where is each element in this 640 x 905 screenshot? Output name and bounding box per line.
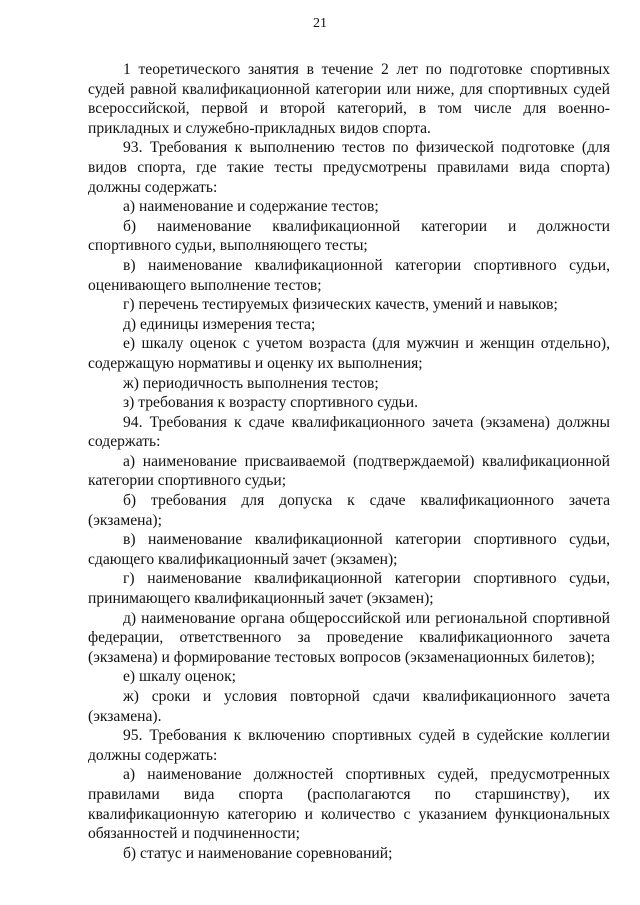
paragraph: д) единицы измерения теста; (123, 315, 316, 333)
paragraph: б) требования для допуска к сдаче квалификационного зачета (экзамена); (88, 492, 610, 529)
paragraph: в) наименование квалификационной категории спортивного судьи, оценивающего выполнение тестов; (88, 256, 610, 294)
paragraph: 94. Требования к сдаче квалификационного зачета (экзамена) должны содержать: (88, 413, 610, 451)
paragraph: в) наименование квалификационной категории спортивного судьи, сдающего квалификационный зачет (экзамен); (88, 531, 610, 568)
paragraph: б) наименование квалификационной категории и должности спортивного судьи, выполняющего тесты; (88, 217, 610, 255)
paragraph: а) наименование присваиваемой (подтверждаемой) квалификационной категории спортивного судьи; (88, 452, 610, 490)
document-body (88, 60, 610, 863)
paragraph: г) наименование квалификационной категории спортивного судьи, принимающего квалификационный зачет (экзамен); (88, 570, 610, 608)
paragraph: ж) периодичность выполнения тестов; (123, 374, 379, 392)
paragraph: г) перечень тестируемых физических качеств, умений и навыков; (123, 296, 558, 314)
paragraph: 1 теоретического занятия в течение 2 лет по подготовке спортивных судей равной квалификационной категории или ниже, для спортивных судей всероссийской, первой и второй категорий, в том числе для военно-прикладных и служебно-прикладных видов спорта. (88, 61, 610, 137)
paragraph: 93. Требования к выполнению тестов по физической подготовке (для видов спорта, где такие тесты предусмотрены правилами вида спорта) должны содержать: (88, 139, 610, 196)
page-number: 21 (313, 16, 327, 31)
paragraph: е) шкалу оценок с учетом возраста (для мужчин и женщин отдельно), содержащую нормативы и оценку их выполнения; (88, 335, 610, 372)
paragraph: з) требования к возрасту спортивного судьи. (123, 394, 419, 412)
paragraph: а) наименование и содержание тестов; (123, 198, 379, 216)
paragraph: б) статус и наименование соревнований; (123, 844, 393, 862)
paragraph: е) шкалу оценок; (123, 668, 237, 686)
paragraph: 95. Требования к включению спортивных судей в судейские коллегии должны содержать: (88, 727, 610, 764)
paragraph: а) наименование должностей спортивных судей, предусмотренных правилами вида спорта (располагаются по старшинству), их квалификационную категорию и количество с указанием функциональных обязанностей и подчиненности; (88, 766, 610, 843)
paragraph: д) наименование органа общероссийской или региональной спортивной федерации, ответственного за проведение квалификационного зачета (экзамена) и формирование тестовых вопросов (экзаменационных билетов); (88, 609, 610, 666)
paragraph: ж) сроки и условия повторной сдачи квалификационного зачета (экзамена). (88, 688, 610, 725)
